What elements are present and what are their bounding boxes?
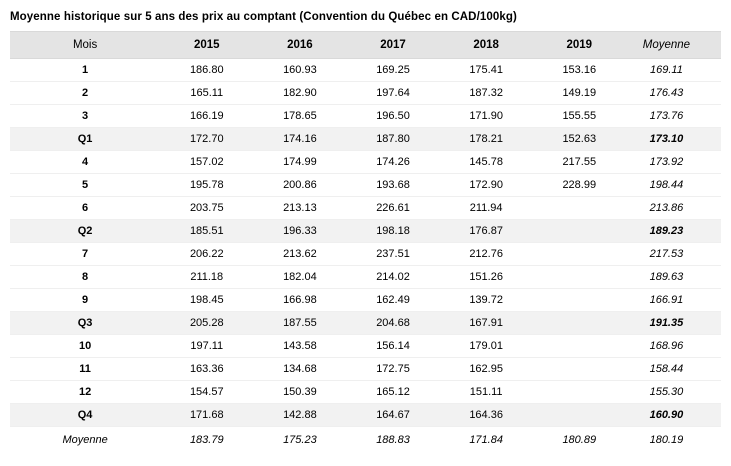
cell-2017: 172.75 — [346, 358, 439, 381]
cell-2019: 152.63 — [533, 128, 626, 151]
cell-2017: 156.14 — [346, 335, 439, 358]
cell-2017: 198.18 — [346, 220, 439, 243]
cell-moyenne: 198.44 — [626, 174, 721, 197]
cell-2017: 164.67 — [346, 404, 439, 427]
row-label: 5 — [10, 174, 160, 197]
cell-moyenne: 189.23 — [626, 220, 721, 243]
cell-moyenne: 166.91 — [626, 289, 721, 312]
cell-moyenne: 169.11 — [626, 59, 721, 82]
cell-2018: 187.32 — [440, 82, 533, 105]
cell-2016: 213.62 — [253, 243, 346, 266]
cell-moyenne: 158.44 — [626, 358, 721, 381]
cell-2019: 149.19 — [533, 82, 626, 105]
cell-2015: 205.28 — [160, 312, 253, 335]
cell-2017: 237.51 — [346, 243, 439, 266]
table-row — [10, 427, 721, 452]
table-row — [10, 289, 721, 312]
row-label: 11 — [10, 358, 160, 381]
cell-2015: 203.75 — [160, 197, 253, 220]
price-average-table — [10, 31, 721, 451]
cell-2019: 180.89 — [533, 427, 626, 452]
cell-moyenne: 160.90 — [626, 404, 721, 427]
cell-2015: 186.80 — [160, 59, 253, 82]
column-header-2016: 2016 — [253, 32, 346, 59]
cell-2018: 211.94 — [440, 197, 533, 220]
cell-2017: 214.02 — [346, 266, 439, 289]
cell-2016: 174.16 — [253, 128, 346, 151]
column-header-2017: 2017 — [346, 32, 439, 59]
table-row — [10, 59, 721, 82]
cell-2019: 228.99 — [533, 174, 626, 197]
table-row — [10, 381, 721, 404]
cell-moyenne: 168.96 — [626, 335, 721, 358]
table-row — [10, 358, 721, 381]
cell-2016: 200.86 — [253, 174, 346, 197]
row-label: 10 — [10, 335, 160, 358]
cell-2016: 196.33 — [253, 220, 346, 243]
cell-2018: 175.41 — [440, 59, 533, 82]
cell-moyenne: 217.53 — [626, 243, 721, 266]
cell-moyenne: 213.86 — [626, 197, 721, 220]
cell-2017: 162.49 — [346, 289, 439, 312]
cell-2016: 175.23 — [253, 427, 346, 452]
cell-2019: 155.55 — [533, 105, 626, 128]
cell-2017: 197.64 — [346, 82, 439, 105]
row-label: Q1 — [10, 128, 160, 151]
row-label: Q2 — [10, 220, 160, 243]
cell-2019 — [533, 220, 626, 243]
table-row — [10, 82, 721, 105]
cell-2019 — [533, 243, 626, 266]
row-label: 1 — [10, 59, 160, 82]
cell-moyenne: 155.30 — [626, 381, 721, 404]
column-header-mois: Mois — [10, 32, 160, 59]
cell-2016: 174.99 — [253, 151, 346, 174]
cell-2019 — [533, 381, 626, 404]
cell-2015: 206.22 — [160, 243, 253, 266]
cell-2018: 172.90 — [440, 174, 533, 197]
cell-moyenne: 191.35 — [626, 312, 721, 335]
cell-2018: 139.72 — [440, 289, 533, 312]
column-header-moyenne: Moyenne — [626, 32, 721, 59]
cell-2017: 204.68 — [346, 312, 439, 335]
table-header — [10, 32, 721, 59]
table-row — [10, 197, 721, 220]
row-label: 12 — [10, 381, 160, 404]
cell-2017: 165.12 — [346, 381, 439, 404]
cell-moyenne: 173.10 — [626, 128, 721, 151]
cell-2019: 217.55 — [533, 151, 626, 174]
table-row — [10, 128, 721, 151]
cell-2018: 145.78 — [440, 151, 533, 174]
column-header-2015: 2015 — [160, 32, 253, 59]
cell-2015: 195.78 — [160, 174, 253, 197]
row-label: 2 — [10, 82, 160, 105]
cell-2018: 167.91 — [440, 312, 533, 335]
cell-2016: 213.13 — [253, 197, 346, 220]
cell-2019 — [533, 289, 626, 312]
table-row — [10, 105, 721, 128]
cell-2016: 182.90 — [253, 82, 346, 105]
cell-moyenne: 173.76 — [626, 105, 721, 128]
cell-2019 — [533, 335, 626, 358]
cell-2015: 165.11 — [160, 82, 253, 105]
row-label: 3 — [10, 105, 160, 128]
cell-2018: 171.84 — [440, 427, 533, 452]
cell-2016: 150.39 — [253, 381, 346, 404]
table-row — [10, 243, 721, 266]
cell-2019 — [533, 197, 626, 220]
cell-2018: 164.36 — [440, 404, 533, 427]
cell-2015: 197.11 — [160, 335, 253, 358]
row-label: 4 — [10, 151, 160, 174]
cell-2017: 187.80 — [346, 128, 439, 151]
cell-2015: 198.45 — [160, 289, 253, 312]
column-header-2019: 2019 — [533, 32, 626, 59]
row-label: Q3 — [10, 312, 160, 335]
cell-2017: 169.25 — [346, 59, 439, 82]
cell-2016: 187.55 — [253, 312, 346, 335]
cell-2015: 166.19 — [160, 105, 253, 128]
cell-2015: 185.51 — [160, 220, 253, 243]
table-row — [10, 266, 721, 289]
cell-2015: 163.36 — [160, 358, 253, 381]
cell-2016: 142.88 — [253, 404, 346, 427]
cell-2019: 153.16 — [533, 59, 626, 82]
table-row — [10, 312, 721, 335]
cell-2017: 193.68 — [346, 174, 439, 197]
cell-2015: 211.18 — [160, 266, 253, 289]
table-row — [10, 404, 721, 427]
cell-2016: 143.58 — [253, 335, 346, 358]
cell-moyenne: 189.63 — [626, 266, 721, 289]
cell-moyenne: 180.19 — [626, 427, 721, 452]
cell-2017: 226.61 — [346, 197, 439, 220]
cell-2017: 196.50 — [346, 105, 439, 128]
table-row — [10, 220, 721, 243]
cell-2018: 212.76 — [440, 243, 533, 266]
cell-2019 — [533, 358, 626, 381]
cell-2018: 178.21 — [440, 128, 533, 151]
header-row — [10, 32, 721, 59]
cell-2019 — [533, 312, 626, 335]
row-label: 6 — [10, 197, 160, 220]
table-row — [10, 174, 721, 197]
cell-2018: 176.87 — [440, 220, 533, 243]
row-label: 7 — [10, 243, 160, 266]
cell-2018: 171.90 — [440, 105, 533, 128]
table-row — [10, 335, 721, 358]
cell-2015: 157.02 — [160, 151, 253, 174]
cell-2016: 166.98 — [253, 289, 346, 312]
cell-2015: 183.79 — [160, 427, 253, 452]
cell-2017: 174.26 — [346, 151, 439, 174]
cell-2017: 188.83 — [346, 427, 439, 452]
cell-2016: 160.93 — [253, 59, 346, 82]
cell-2015: 171.68 — [160, 404, 253, 427]
row-label: Moyenne — [10, 427, 160, 452]
cell-2018: 151.26 — [440, 266, 533, 289]
cell-moyenne: 173.92 — [626, 151, 721, 174]
cell-2018: 151.11 — [440, 381, 533, 404]
cell-moyenne: 176.43 — [626, 82, 721, 105]
page-title: Moyenne historique sur 5 ans des prix au comptant (Convention du Québec en CAD/100kg) — [10, 11, 517, 23]
table-body — [10, 59, 721, 452]
cell-2019 — [533, 266, 626, 289]
cell-2018: 179.01 — [440, 335, 533, 358]
row-label: 9 — [10, 289, 160, 312]
cell-2016: 182.04 — [253, 266, 346, 289]
cell-2015: 172.70 — [160, 128, 253, 151]
cell-2015: 154.57 — [160, 381, 253, 404]
column-header-2018: 2018 — [440, 32, 533, 59]
cell-2016: 134.68 — [253, 358, 346, 381]
row-label: 8 — [10, 266, 160, 289]
table-row — [10, 151, 721, 174]
cell-2018: 162.95 — [440, 358, 533, 381]
cell-2016: 178.65 — [253, 105, 346, 128]
row-label: Q4 — [10, 404, 160, 427]
cell-2019 — [533, 404, 626, 427]
